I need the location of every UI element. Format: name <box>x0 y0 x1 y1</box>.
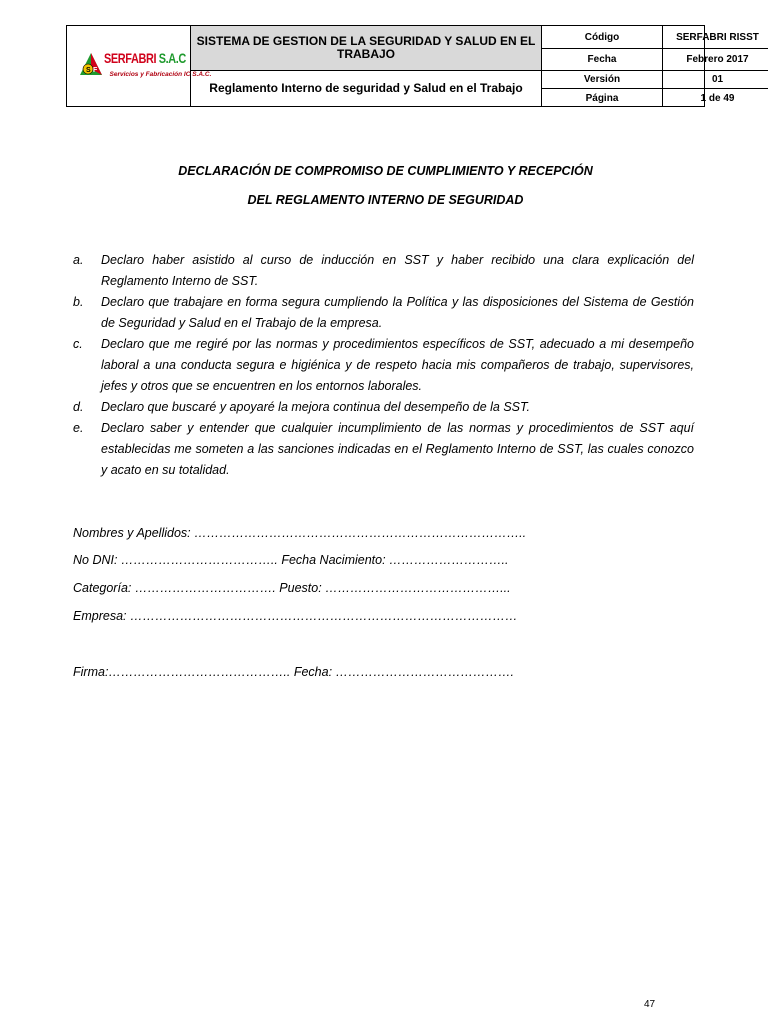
list-marker: d. <box>73 400 84 414</box>
label-pagina: Página <box>542 89 663 107</box>
list-marker: a. <box>73 253 84 267</box>
list-marker: c. <box>73 337 83 351</box>
list-marker: e. <box>73 421 84 435</box>
declaration-title-line1: DECLARACIÓN DE COMPROMISO DE CUMPLIMIENTO Y RECEPCIÓN <box>178 164 593 178</box>
value-version: 01 <box>663 71 768 89</box>
value-fecha: Febrero 2017 <box>663 49 768 71</box>
declaration-title-line2: DEL REGLAMENTO INTERNO DE SEGURIDAD <box>247 193 524 207</box>
value-pagina: 1 de 49 <box>700 92 735 104</box>
list-item <box>73 397 694 418</box>
page-number: 47 <box>644 999 656 1010</box>
list-item-text: Declaro saber y entender que cualquier incumplimiento de las normas y procedimientos de SST aquí establecidas me someten a las sanciones indicadas en el Reglamento Interno de SST, las cuales conozco y acato en su totalidad. <box>101 421 694 477</box>
field-dni-fecha-nacimiento[interactable]: No DNI: ……………………………….. Fecha Nacimiento: ……………………….. <box>73 553 509 567</box>
list-item <box>73 292 694 334</box>
list-item <box>73 334 694 397</box>
field-nombres[interactable]: Nombres y Apellidos: …………………………………………………………………….. <box>73 526 527 540</box>
list-item <box>73 250 694 292</box>
field-empresa[interactable]: Empresa: ………………………………………………………………………………… <box>73 609 518 623</box>
svg-text:F: F <box>92 66 97 74</box>
field-firma-fecha[interactable]: Firma:…………………………………….. Fecha: ……………………………………. <box>73 665 514 679</box>
label-fecha: Fecha <box>542 49 663 71</box>
list-item-text: Declaro que me regiré por las normas y procedimientos específicos de SST, adecuado a mi desempeño laboral a una conducta segura e higiénica y de respeto hacia mis compañeros de trabajo, supervisores, jefes y otros que se encuentren en los entornos laborales. <box>101 337 694 393</box>
list-marker: b. <box>73 295 84 309</box>
logo-cell <box>67 26 212 107</box>
system-title: SISTEMA DE GESTION DE LA SEGURIDAD Y SALUD EN EL TRABAJO <box>191 26 542 71</box>
logo-name: SERFABRI S.A.C <box>103 49 186 66</box>
declaration-list <box>73 250 694 481</box>
svg-text:S: S <box>85 66 91 74</box>
field-categoria-puesto[interactable]: Categoría: ……………………………. Puesto: ……………………………………... <box>73 581 511 595</box>
header-table <box>66 25 759 107</box>
value-codigo: SERFABRI RISST <box>663 26 768 49</box>
list-item-text: Declaro que trabajare en forma segura cumpliendo la Política y las disposiciones del Sistema de Gestión de Seguridad y Salud en el Trabajo de la empresa. <box>101 295 694 330</box>
label-version: Versión <box>542 71 663 89</box>
label-codigo: Código <box>542 26 663 49</box>
list-item-text: Declaro haber asistido al curso de inducción en SST y haber recibido una clara explicación del Reglamento Interno de SST. <box>101 253 694 288</box>
document-title: Reglamento Interno de seguridad y Salud en el Trabajo <box>191 71 542 107</box>
logo-tagline: Servicios y Fabricación IC S.A.C. <box>109 70 212 78</box>
list-item-text: Declaro que buscaré y apoyaré la mejora continua del desempeño de la SST. <box>101 400 530 414</box>
company-logo <box>74 47 212 87</box>
logo-mark-icon <box>78 51 104 83</box>
list-item <box>73 418 694 481</box>
